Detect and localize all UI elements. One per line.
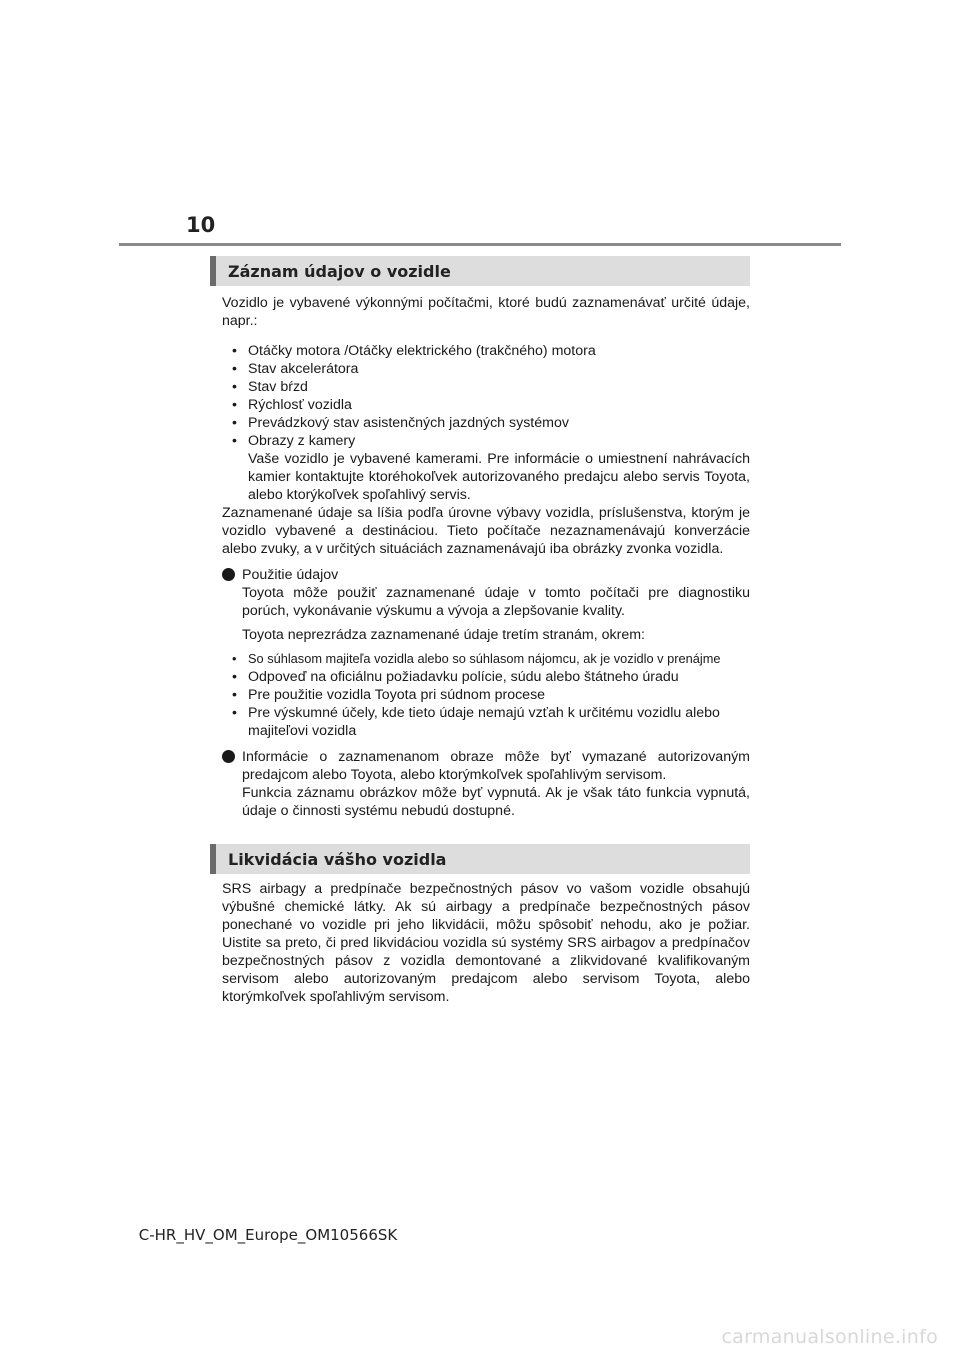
intro-paragraph: Vozidlo je vybavené výkonnými počítačmi, ktoré budú zaznamenávať určité údaje, napr.: bbox=[222, 295, 750, 329]
section-header-vehicle-disposal bbox=[210, 844, 750, 874]
section-header-vehicle-data-recording bbox=[210, 256, 750, 286]
recorded-data-list bbox=[222, 342, 750, 504]
section-title: Likvidácia vášho vozidla bbox=[228, 849, 447, 869]
list-item: • Otáčky motora /Otáčky elektrického (trakčného) motora bbox=[232, 343, 596, 359]
section-title: Záznam údajov o vozidle bbox=[228, 261, 451, 281]
watermark: carmanualsonline.info bbox=[721, 1326, 938, 1348]
camera-note: Vaše vozidlo je vybavené kamerami. Pre informácie o umiestnení nahrávacích kamier kontaktujte ktoréhokoľvek autorizovaného predajcu alebo servis Toyota, alebo ktorýkoľvek spoľahlivý servis. bbox=[248, 451, 750, 503]
list-item: • Odpoveď na oficiálnu požiadavku polície, súdu alebo štátneho úradu bbox=[232, 669, 679, 685]
disposal-paragraph: SRS airbagy a predpínače bezpečnostných pásov vo vašom vozidle obsahujú výbušné chemické látky. Ak sú airbagy a predpínače bezpečnostných pásov ponechané vo vozidle pri jeho likvidácii, môžu spôsobiť nehodu, ako je požiar. Uistite sa preto, či pred likvidáciou vozidla sú systémy SRS airbagov a predpínačov bezpečnostných pásov z vozidla demontované a zlikvidované kvalifikovaným servisom alebo autorizovaným predajcom alebo servisom Toyota, alebo ktorýmkoľvek spoľahlivým servisom. bbox=[222, 881, 750, 1005]
list-item: • Rýchlosť vozidla bbox=[232, 397, 352, 413]
usage-heading: Použitie údajov bbox=[242, 567, 339, 583]
page-number: 10 bbox=[186, 213, 216, 237]
image-info-paragraph: Informácie o zaznamenanom obraze môže byť vymazané autorizovaným predajcom alebo Toyota, alebo ktorýmkoľvek spoľahlivým servisom. bbox=[242, 749, 750, 783]
list-item: • Pre výskumné účely, kde tieto údaje nemajú vzťah k určitému vozidlu alebo majiteľovi vozidla bbox=[232, 705, 720, 739]
circle-bullet-icon bbox=[222, 568, 235, 581]
circle-bullet-icon bbox=[222, 750, 235, 763]
document-code-footer: C-HR_HV_OM_Europe_OM10566SK bbox=[138, 1226, 398, 1244]
usage-paragraph: Toyota môže použiť zaznamenané údaje v tomto počítači pre diagnostiku porúch, vykonávanie výskumu a vývoja a zlepšovanie kvality. bbox=[242, 585, 750, 619]
image-info-block bbox=[222, 748, 750, 820]
usage-exceptions-intro: Toyota neprezrádza zaznamenané údaje tretím stranám, okrem: bbox=[242, 627, 645, 643]
recorded-data-paragraph: Zaznamenané údaje sa líšia podľa úrovne výbavy vozidla, príslušenstva, ktorým je vozidlo vybavené a destináciou. Tieto počítače nezaznamenávajú konverzácie alebo zvuky, a v určitých situáciách zaznamenávajú iba obrázky zvonka vozidla. bbox=[222, 505, 750, 557]
header-rule bbox=[119, 243, 841, 246]
usage-block bbox=[222, 566, 750, 740]
list-item: • Obrazy z kamery Vaše vozidlo je vybavené kamerami. Pre informácie o umiestnení nahrávacích kamier kontaktujte ktoréhokoľvek autorizovaného predajcu alebo servis Toyota, alebo ktorýkoľvek spoľahlivý servis. bbox=[232, 433, 750, 503]
image-recording-paragraph: Funkcia záznamu obrázkov môže byť vypnutá. Ak je však táto funkcia vypnutá, údaje o činnosti systému nebudú dostupné. bbox=[242, 785, 750, 819]
list-item: • Prevádzkový stav asistenčných jazdných systémov bbox=[232, 415, 569, 431]
list-item: • Pre použitie vozidla Toyota pri súdnom procese bbox=[232, 687, 546, 703]
exceptions-list bbox=[222, 650, 750, 740]
list-item: • Stav bŕzd bbox=[232, 379, 308, 395]
section-body-vehicle-disposal bbox=[222, 880, 750, 1006]
list-item: • Stav akcelerátora bbox=[232, 361, 359, 377]
list-item: • So súhlasom majiteľa vozidla alebo so súhlasom nájomcu, ak je vozidlo v prenájme bbox=[232, 651, 721, 666]
section-body-vehicle-data-recording bbox=[222, 294, 750, 820]
